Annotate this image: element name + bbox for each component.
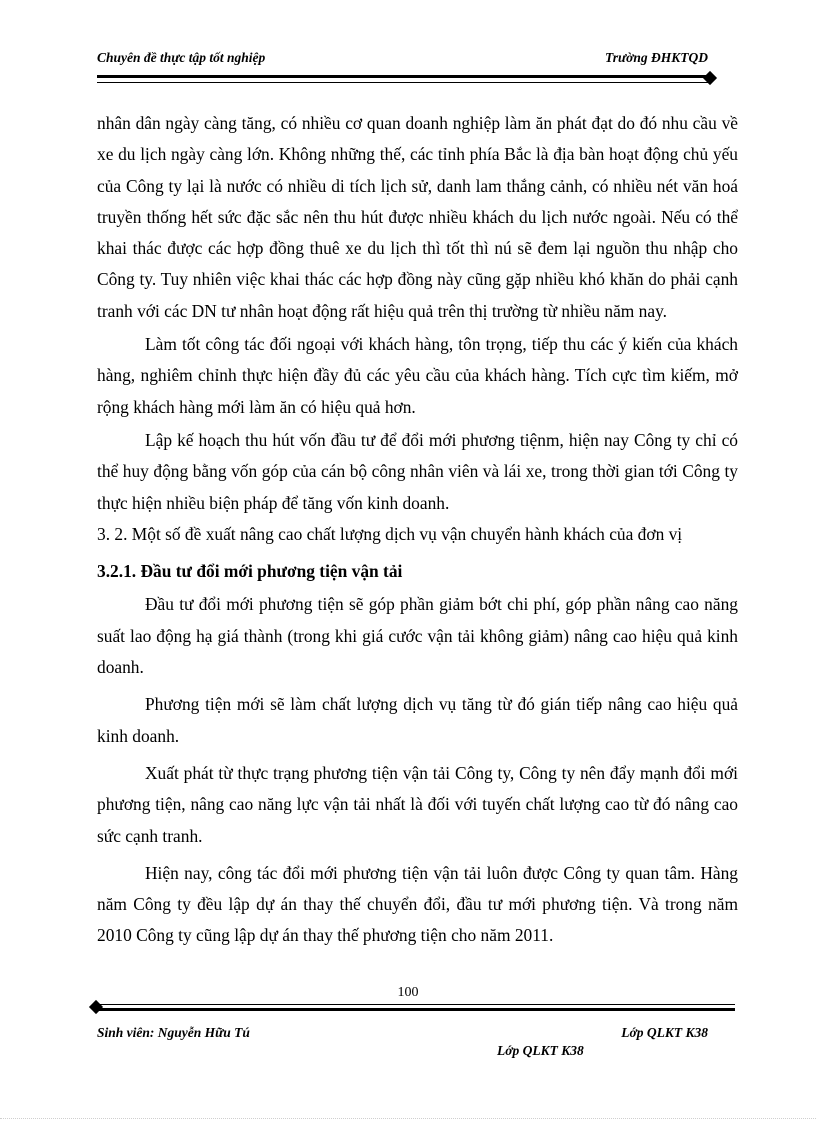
paragraph-8: Hiện nay, công tác đổi mới phương tiện vận tải luôn được Công ty quan tâm. Hàng năm Công ty đều lập dự án thay thế chuyển đổi, đầu tư mới phương tiện. Và trong năm 2010 Công ty cũng lập dự án thay thế phương tiện cho năm 2011. bbox=[97, 862, 738, 946]
footer-diamond-icon bbox=[89, 1000, 103, 1014]
paragraph-7: Xuất phát từ thực trạng phương tiện vận tải Công ty, Công ty nên đẩy mạnh đổi mới phương tiện, nâng cao năng lực vận tải nhất là đối với tuyến chất lượng cao từ đó nâng cao sức cạnh tranh. bbox=[97, 762, 738, 846]
page-edge-dotted-line bbox=[0, 1118, 816, 1119]
paragraph-2: Làm tốt công tác đối ngoại với khách hàng, tôn trọng, tiếp thu các ý kiến của khách hàng, nghiêm chỉnh thực hiện đầy đủ các yêu cầu của khách hàng. Tích cực tìm kiếm, mở rộng khách hàng mới làm ăn có hiệu quả hơn. bbox=[97, 334, 738, 417]
footer-rule-thick bbox=[97, 1008, 735, 1011]
document-body bbox=[97, 108, 738, 952]
header-school: Trường ĐHKTQD bbox=[605, 50, 708, 65]
header-rule-thick bbox=[97, 75, 710, 78]
footer-student: Sinh viên: Nguyễn Hữu Tú bbox=[97, 1025, 250, 1040]
paragraph-6: Phương tiện mới sẽ làm chất lượng dịch vụ tăng từ đó gián tiếp nâng cao hiệu quả kinh doanh. bbox=[97, 694, 738, 746]
section-heading: 3. 2. Một số đề xuất nâng cao chất lượng dịch vụ vận chuyển hành khách của đơn vị bbox=[97, 523, 683, 544]
paragraph-3: Lập kế hoạch thu hút vốn đầu tư để đổi mới phương tiệnm, hiện nay Công ty chỉ có thể huy động bằng vốn góp của cán bộ công nhân viên và lái xe, trong thời gian tới Công ty thực hiện nhiều biện pháp để tăng vốn kinh doanh. bbox=[97, 429, 738, 513]
header-title: Chuyên đề thực tập tốt nghiệp bbox=[97, 50, 266, 65]
footer-rule-thin bbox=[97, 1004, 735, 1005]
footer-class: Lớp QLKT K38 bbox=[621, 1025, 708, 1040]
paragraph-5: Đầu tư đổi mới phương tiện sẽ góp phần giảm bớt chi phí, góp phần nâng cao năng suất lao động hạ giá thành (trong khi giá cước vận tải không giảm) nâng cao hiệu quả kinh doanh. bbox=[97, 594, 738, 678]
paragraph-1: nhân dân ngày càng tăng, có nhiều cơ quan doanh nghiệp làm ăn phát đạt do đó nhu cầu về xe du lịch ngày càng lớn. Không những thế, các tỉnh phía Bắc là địa bàn hoạt động chủ yếu của Công ty lại là nước có nhiều di tích lịch sử, danh lam thắng cảnh, có nhiều nét văn hoá truyền thống hết sức đặc sắc nên thu hút được nhiều khách du lịch nước ngoài. Nếu có thể khai thác được các hợp đồng thuê xe du lịch thì tốt thì nú sẽ đem lại nguồn thu nhập cho Công ty. Tuy nhiên việc khai thác các hợp đồng này cũng gặp nhiều khó khăn do phải cạnh tranh với các DN tư nhân hoạt động rất hiệu quả trên thị trường từ nhiều năm nay. bbox=[97, 113, 738, 321]
page-number: 100 bbox=[397, 985, 419, 1000]
footer-class-duplicate: Lớp QLKT K38 bbox=[497, 1043, 584, 1058]
subsection-heading: 3.2.1. Đầu tư đổi mới phương tiện vận tải bbox=[97, 561, 403, 582]
header-rule-thin bbox=[97, 82, 710, 83]
